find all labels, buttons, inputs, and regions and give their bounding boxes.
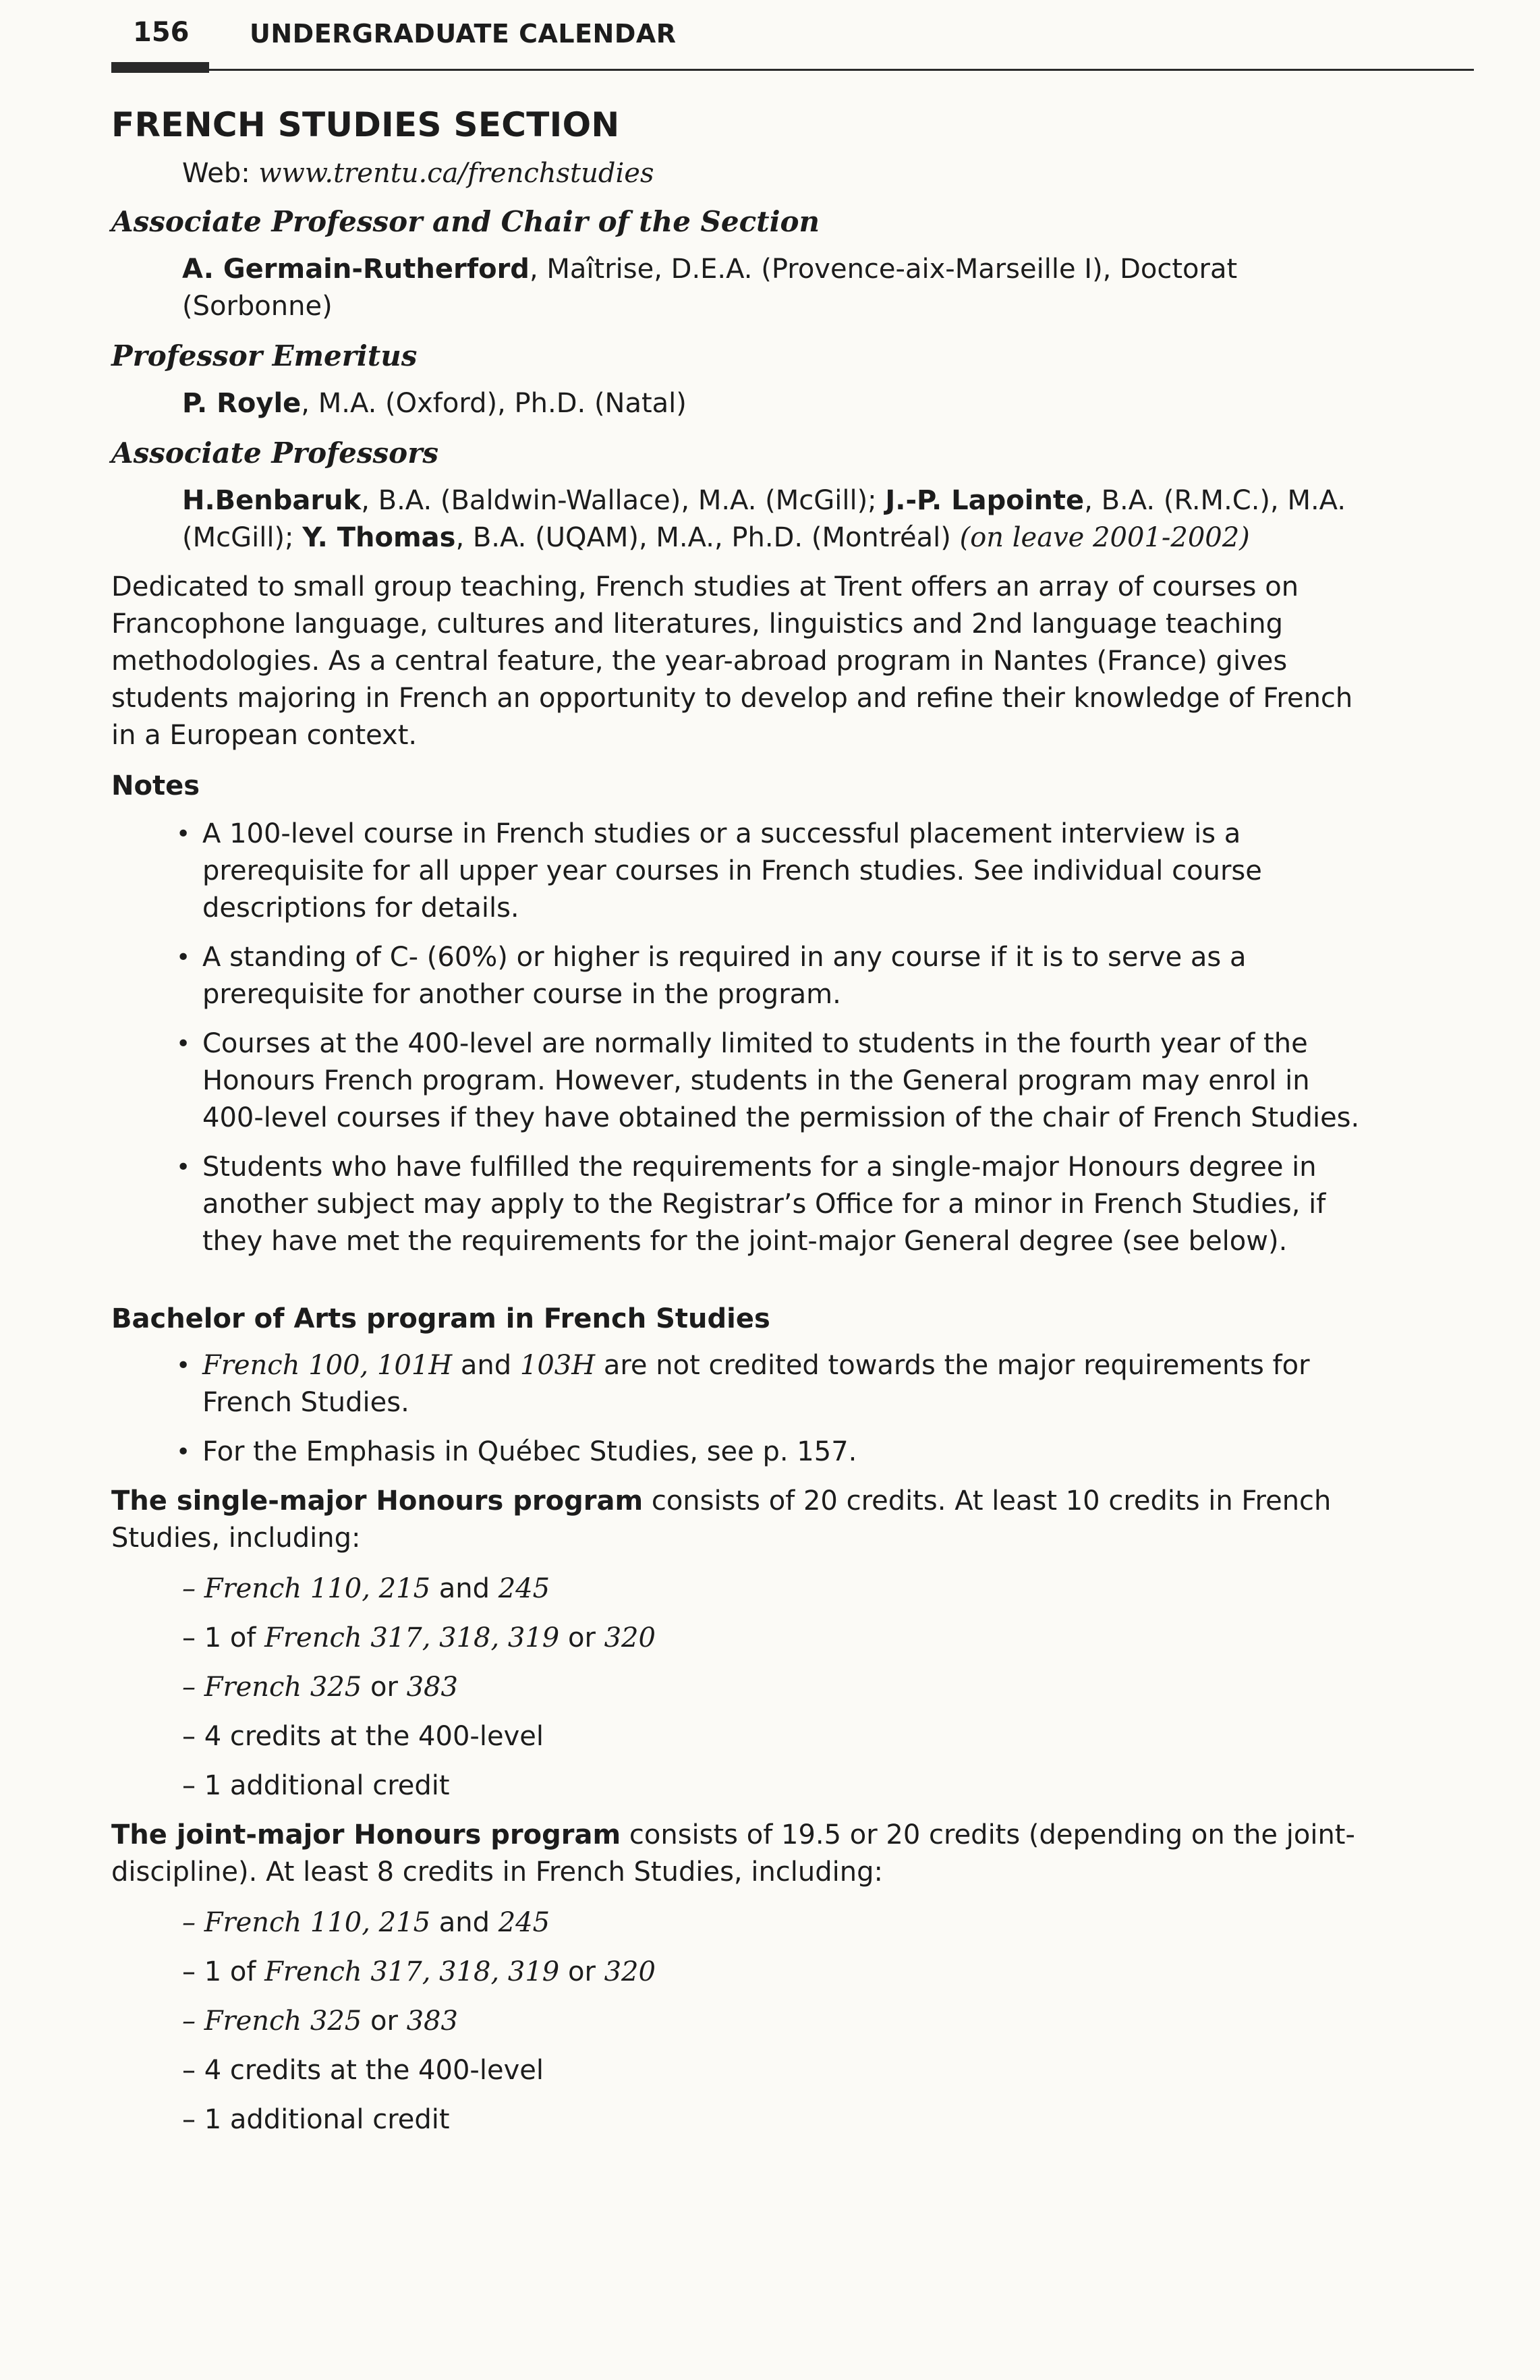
course-ref: – French 110, 215: [182, 1573, 431, 1604]
conj: or: [559, 1956, 604, 1987]
list-item: [111, 1669, 1366, 1706]
ba-courses: French 100, 101H: [202, 1350, 453, 1381]
joint-major-paragraph: [111, 1817, 1366, 1891]
conj: and: [430, 1573, 498, 1604]
row-prefix: – 1 of: [182, 1622, 265, 1653]
assoc-1-name: H.Benbaruk: [182, 485, 362, 516]
assoc-1-credentials: , B.A. (Baldwin-Wallace), M.A. (McGill);: [361, 485, 886, 516]
assoc-3-leave: (on leave 2001-2002): [959, 522, 1250, 553]
emeritus-name: P. Royle: [182, 388, 302, 419]
page-content: [111, 94, 1366, 2151]
chair-entry: [111, 251, 1366, 325]
note-text: Students who have fulfilled the requirements for a single-major Honours degree in another subject may apply to the Registrar’s Office for a minor in French Studies, if they have met the requirements for the joint-major General degree (see below).: [202, 1152, 1326, 1257]
conj: or: [559, 1622, 604, 1653]
note-text: A standing of C- (60%) or higher is required in any course if it is to serve as a prerequisite for another course in the program.: [202, 942, 1247, 1010]
ba-course-2: 103H: [519, 1350, 596, 1381]
bullet-icon: •: [176, 820, 191, 848]
assoc-2-credentials: , B.A. (R.M.C.), M.A. (McGill);: [182, 485, 1346, 553]
bullet-icon: •: [176, 1030, 191, 1058]
assoc-role: Associate Professors: [111, 436, 438, 470]
emeritus-credentials: , M.A. (Oxford), Ph.D. (Natal): [301, 388, 687, 419]
web-line: [111, 155, 1366, 192]
course-ref: 383: [406, 1672, 458, 1703]
single-major-list: [111, 1570, 1366, 1805]
chair-name: A. Germain-Rutherford: [182, 254, 530, 285]
notes-list: [111, 816, 1366, 1260]
list-item: [111, 1347, 1366, 1421]
notes-heading: Notes: [111, 770, 200, 801]
joint-major-lead: The joint-major Honours program: [111, 1819, 621, 1850]
list-item: [111, 1954, 1366, 1991]
single-major-lead: The single-major Honours program: [111, 1485, 644, 1517]
ba-emphasis: For the Emphasis in Québec Studies, see p. 157.: [202, 1436, 857, 1467]
course-ref: – French 325: [182, 2006, 362, 2037]
assoc-entry: [111, 482, 1366, 557]
joint-major-list: [111, 1904, 1366, 2138]
ba-list: [111, 1347, 1366, 1471]
list-item: [111, 1570, 1366, 1608]
section-title: FRENCH STUDIES SECTION: [111, 105, 620, 144]
ba-rest: are not credited towards the major requirements for French Studies.: [202, 1350, 1310, 1418]
course-ref: 245: [498, 1907, 550, 1938]
conj: and: [430, 1907, 498, 1938]
ba-and: and: [452, 1350, 520, 1381]
list-item: [111, 2003, 1366, 2040]
row-prefix: – 1 of: [182, 1956, 265, 1987]
bullet-icon: •: [176, 1352, 191, 1380]
chair-credentials: , Maîtrise, D.E.A. (Provence-aix-Marseille I), Doctorat (Sorbonne): [182, 254, 1238, 322]
assoc-3-credentials: , B.A. (UQAM), M.A., Ph.D. (Montréal): [455, 522, 960, 553]
header-rule-line: [209, 69, 1474, 71]
assoc-2-name: J.-P. Lapointe: [885, 485, 1085, 516]
web-link[interactable]: www.trentu.ca/frenchstudies: [258, 158, 654, 189]
course-ref: 383: [406, 2006, 458, 2037]
list-item: [111, 1025, 1366, 1137]
list-item: [111, 1434, 1366, 1471]
page-number: 156: [133, 17, 190, 48]
intro-paragraph: Dedicated to small group teaching, French studies at Trent offers an array of courses on Francophone language, cultures and literatures, linguistics and 2nd language teaching methodologies. As a central feature, the year-abroad program in Nantes (France) gives students majoring in French an opportunity to develop and refine their knowledge of French in a European context.: [111, 571, 1353, 751]
list-item: [111, 816, 1366, 927]
list-item: [111, 939, 1366, 1013]
web-label: Web:: [182, 158, 259, 189]
course-ref: 320: [604, 1622, 656, 1653]
list-item: [111, 1904, 1366, 1942]
chair-role: Associate Professor and Chair of the Section: [111, 205, 820, 238]
header-rule-block: [111, 62, 209, 73]
ba-heading: Bachelor of Arts program in French Studies: [111, 1303, 770, 1334]
course-ref: French 317, 318, 319: [264, 1956, 560, 1987]
single-major-paragraph: [111, 1483, 1366, 1557]
conj: or: [362, 1672, 407, 1703]
list-item: [111, 1620, 1366, 1657]
list-item: – 1 additional credit: [182, 2104, 450, 2135]
bullet-icon: •: [176, 1438, 191, 1466]
course-ref: 320: [604, 1956, 656, 1987]
single-major-rest: consists of 20 credits. At least 10 credits in French Studies, including:: [111, 1485, 1332, 1554]
emeritus-role: Professor Emeritus: [111, 339, 418, 372]
note-text: A 100-level course in French studies or a successful placement interview is a prerequisite for all upper year courses in French studies. See individual course descriptions for details.: [202, 818, 1262, 924]
conj: or: [362, 2006, 407, 2037]
emeritus-entry: [111, 385, 1366, 422]
course-ref: – French 110, 215: [182, 1907, 431, 1938]
running-head: UNDERGRADUATE CALENDAR: [250, 19, 677, 49]
course-ref: 245: [498, 1573, 550, 1604]
list-item: – 4 credits at the 400-level: [182, 1721, 544, 1752]
list-item: [111, 1149, 1366, 1260]
course-ref: French 317, 318, 319: [264, 1622, 560, 1653]
course-ref: – French 325: [182, 1672, 362, 1703]
page-header: [111, 12, 1366, 73]
list-item: – 1 additional credit: [182, 1770, 450, 1801]
note-text: Courses at the 400-level are normally limited to students in the fourth year of the Honours French program. However, students in the General program may enrol in 400-level courses if they have obtained the permission of the chair of French Studies.: [202, 1028, 1360, 1133]
joint-major-rest: consists of 19.5 or 20 credits (depending on the joint-discipline). At least 8 credits in French Studies, including:: [111, 1819, 1355, 1888]
assoc-3-name: Y. Thomas: [302, 522, 456, 553]
bullet-icon: •: [176, 944, 191, 971]
list-item: – 4 credits at the 400-level: [182, 2055, 544, 2086]
bullet-icon: •: [176, 1154, 191, 1181]
